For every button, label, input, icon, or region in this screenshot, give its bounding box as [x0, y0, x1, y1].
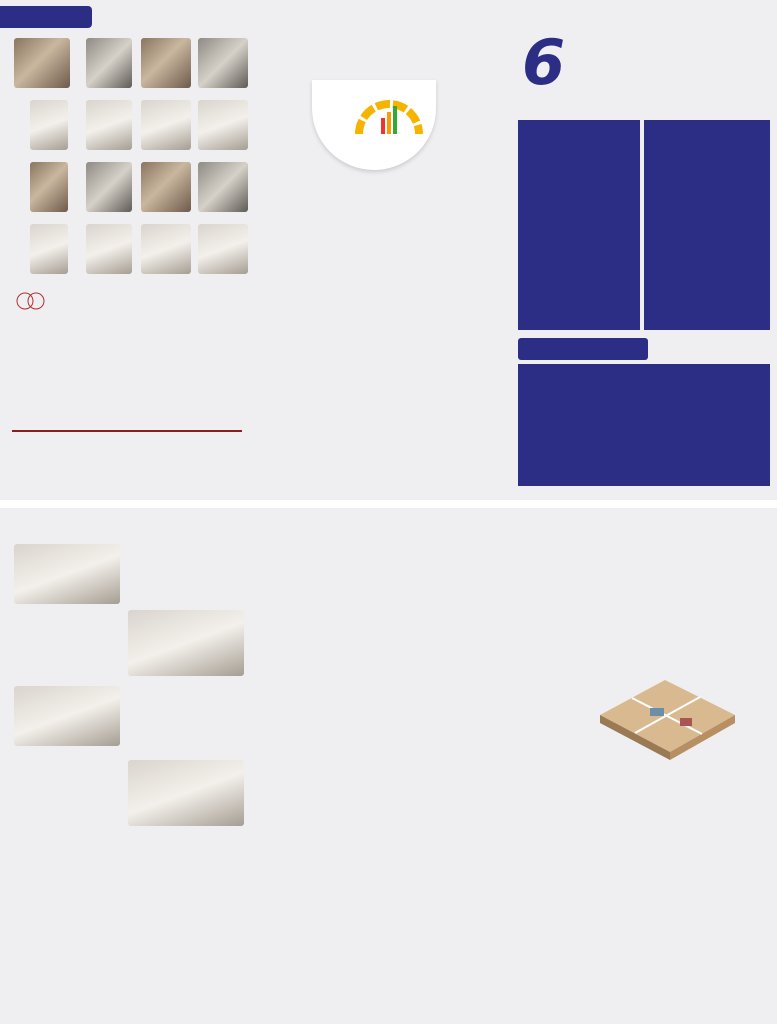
divider [0, 500, 777, 508]
photo-5 [30, 100, 68, 150]
room-photo-4 [128, 760, 244, 826]
bottom-panel [0, 508, 777, 1024]
pkg768-box [644, 120, 770, 330]
photo-11 [141, 162, 191, 212]
pkg668-box [518, 120, 640, 330]
construct-title-box [518, 338, 648, 360]
construct-box [518, 364, 770, 486]
room-photo-1 [14, 544, 120, 604]
room-photo-2 [128, 610, 244, 676]
photo-4 [198, 38, 248, 88]
photo-14 [86, 224, 132, 274]
top-left-banner [0, 6, 92, 28]
photo-15 [141, 224, 191, 274]
photo-7 [141, 100, 191, 150]
photo-12 [198, 162, 248, 212]
timeline-line [12, 430, 242, 432]
photo-3 [141, 38, 191, 88]
photo-1 [14, 38, 70, 88]
top-panel [0, 0, 777, 500]
photo-9 [30, 162, 68, 212]
wheel-chart-icon [355, 88, 423, 140]
photo-13 [30, 224, 68, 274]
circles-doodle-icon [14, 290, 54, 312]
price-six: 6 [522, 26, 566, 99]
room-photo-3 [14, 686, 120, 746]
floorplan-3d-icon [590, 670, 740, 760]
photo-16 [198, 224, 248, 274]
photo-6 [86, 100, 132, 150]
photo-8 [198, 100, 248, 150]
photo-2 [86, 38, 132, 88]
photo-10 [86, 162, 132, 212]
